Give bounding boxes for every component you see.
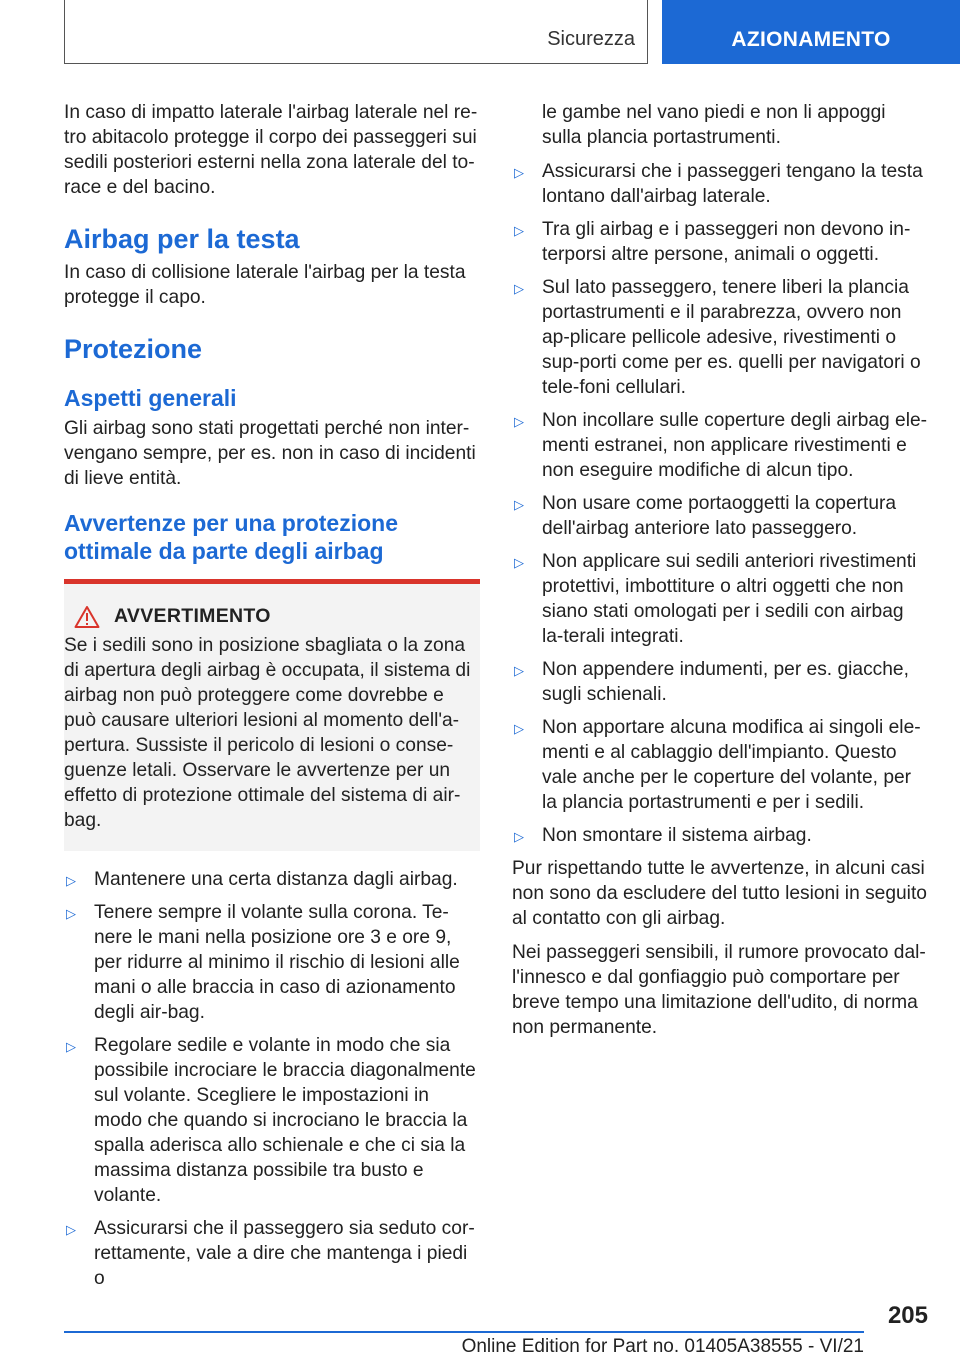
list-item: ▷ Non appendere indumenti, per es. giacche, sugli schienali. [514,659,909,705]
list-item: ▷ Non incollare sulle coperture degli airbag ele-menti estranei, non applicare rivestimenti e non eseguire modifiche di alcun tipo. [514,410,928,481]
right-bullet-list [512,159,930,848]
closing-paragraph-1: Pur rispettando tutte le avvertenze, in alcuni casi non sono da escludere del tutto lesioni in seguito al contatto con gli airbag. [512,858,927,929]
continuation-text: le gambe nel vano piedi e non li appoggi sulla plancia portastrumenti. [542,102,886,148]
list-item: ▷ Regolare sedile e volante in modo che sia possibile incrociare le braccia diagonalmente sul volante. Scegliere le impostazioni in modo che quando si incrociano le braccia la spalla aderisca allo schienale e che ci sia la massima distanza possibile tra busto e volante. [66,1035,476,1206]
list-item: ▷ Assicurarsi che il passeggero sia seduto cor-rettamente, vale a dire che mantenga i piedi o [66,1218,475,1289]
warning-box [64,579,480,851]
footer-edition: Online Edition for Part no. 01405A38555 - VI/21 [461,1336,864,1357]
triangle-right-icon: ▷ [514,281,524,296]
triangle-right-icon: ▷ [514,223,524,238]
heading-avvertenze: Avvertenze per una protezione ottimale da parte degli airbag [64,510,399,564]
triangle-right-icon: ▷ [66,906,76,921]
header-section-title: Sicurezza [547,28,635,50]
triangle-right-icon: ▷ [66,873,76,888]
triangle-right-icon: ▷ [514,663,524,678]
list-item: ▷ Tra gli airbag e i passeggeri non devono in-terporsi altre persone, animali o oggetti. [514,219,911,265]
warning-triangle-icon [74,605,100,629]
heading-head-airbag: Airbag per la testa [64,224,300,254]
footer-divider [64,1331,864,1333]
warning-text: Se i sedili sono in posizione sbagliata o la zona di apertura degli airbag è occupata, il sistema di airbag non può proteggere come dovrebbe e può causare ulteriori lesioni al momento dell'a-pertura. Sussiste il pericolo di lesioni o conse-guenze letali. Osservare le avvertenze per un effetto di protezione ottimale del sistema di air-bag. [64,635,471,831]
left-column [64,100,480,1299]
triangle-right-icon: ▷ [514,555,524,570]
right-column [512,100,930,1049]
heading-protezione: Protezione [64,334,203,364]
list-item: ▷ Non applicare sui sedili anteriori rivestimenti protettivi, imbottiture o altri oggetti che non siano stati omologati per i sedili con airbag la-terali integrati. [514,551,917,647]
triangle-right-icon: ▷ [514,829,524,844]
triangle-right-icon: ▷ [514,414,524,429]
header-chapter-tab [662,0,960,64]
list-item: ▷ Tenere sempre il volante sulla corona. Te-nere le mani nella posizione ore 3 e ore 9, per ridurre al minimo il rischio di lesioni alle mani o alle braccia in caso di azionamento degli air-bag. [66,902,460,1023]
triangle-right-icon: ▷ [514,497,524,512]
list-item: ▷ Sul lato passeggero, tenere liberi la plancia portastrumenti e il parabrezza, ovvero non ap-plicare pellicole adesive, rivestimenti o sup-porti come per es. quelli per navigatori o tele-foni cellulari. [514,277,921,398]
list-item: ▷ Assicurarsi che i passeggeri tengano la testa lontano dall'airbag laterale. [514,161,923,207]
triangle-right-icon: ▷ [66,1222,76,1237]
list-item: ▷ Non apportare alcuna modifica ai singoli ele-menti e al cablaggio dell'impianto. Questo vale anche per le coperture del volante, per la plancia portastrumenti e per i sedili. [514,717,921,813]
list-item: ▷ Mantenere una certa distanza dagli airbag. [64,867,480,892]
left-bullet-list [64,867,480,1291]
header-section-tab [64,0,648,64]
closing-paragraph-2: Nei passeggeri sensibili, il rumore provocato dal-l'innesco e dal gonfiaggio può comportare per breve tempo una limitazione dell'udito, di norma non permanente. [512,942,926,1038]
aspetti-paragraph: Gli airbag sono stati progettati perché non inter-vengano sempre, per es. non in caso di incidenti di lieve entità. [64,418,476,489]
head-airbag-paragraph: In caso di collisione laterale l'airbag per la testa protegge il capo. [64,262,466,308]
header-chapter-title: AZIONAMENTO [731,28,891,51]
triangle-right-icon: ▷ [514,721,524,736]
list-item: ▷ Non usare come portaoggetti la copertura dell'airbag anteriore lato passeggero. [514,493,897,539]
list-item: ▷ Non smontare il sistema airbag. [512,823,930,848]
triangle-right-icon: ▷ [514,165,524,180]
warning-title: AVVERTIMENTO [114,605,271,627]
intro-paragraph: In caso di impatto laterale l'airbag laterale nel re-tro abitacolo protegge il corpo dei passeggeri sui sedili posteriori esterni nella zona laterale del to-race e del bacino. [64,102,478,198]
heading-aspetti-generali: Aspetti generali [64,385,237,411]
triangle-right-icon: ▷ [66,1039,76,1054]
page-number: 205 [887,1302,928,1329]
